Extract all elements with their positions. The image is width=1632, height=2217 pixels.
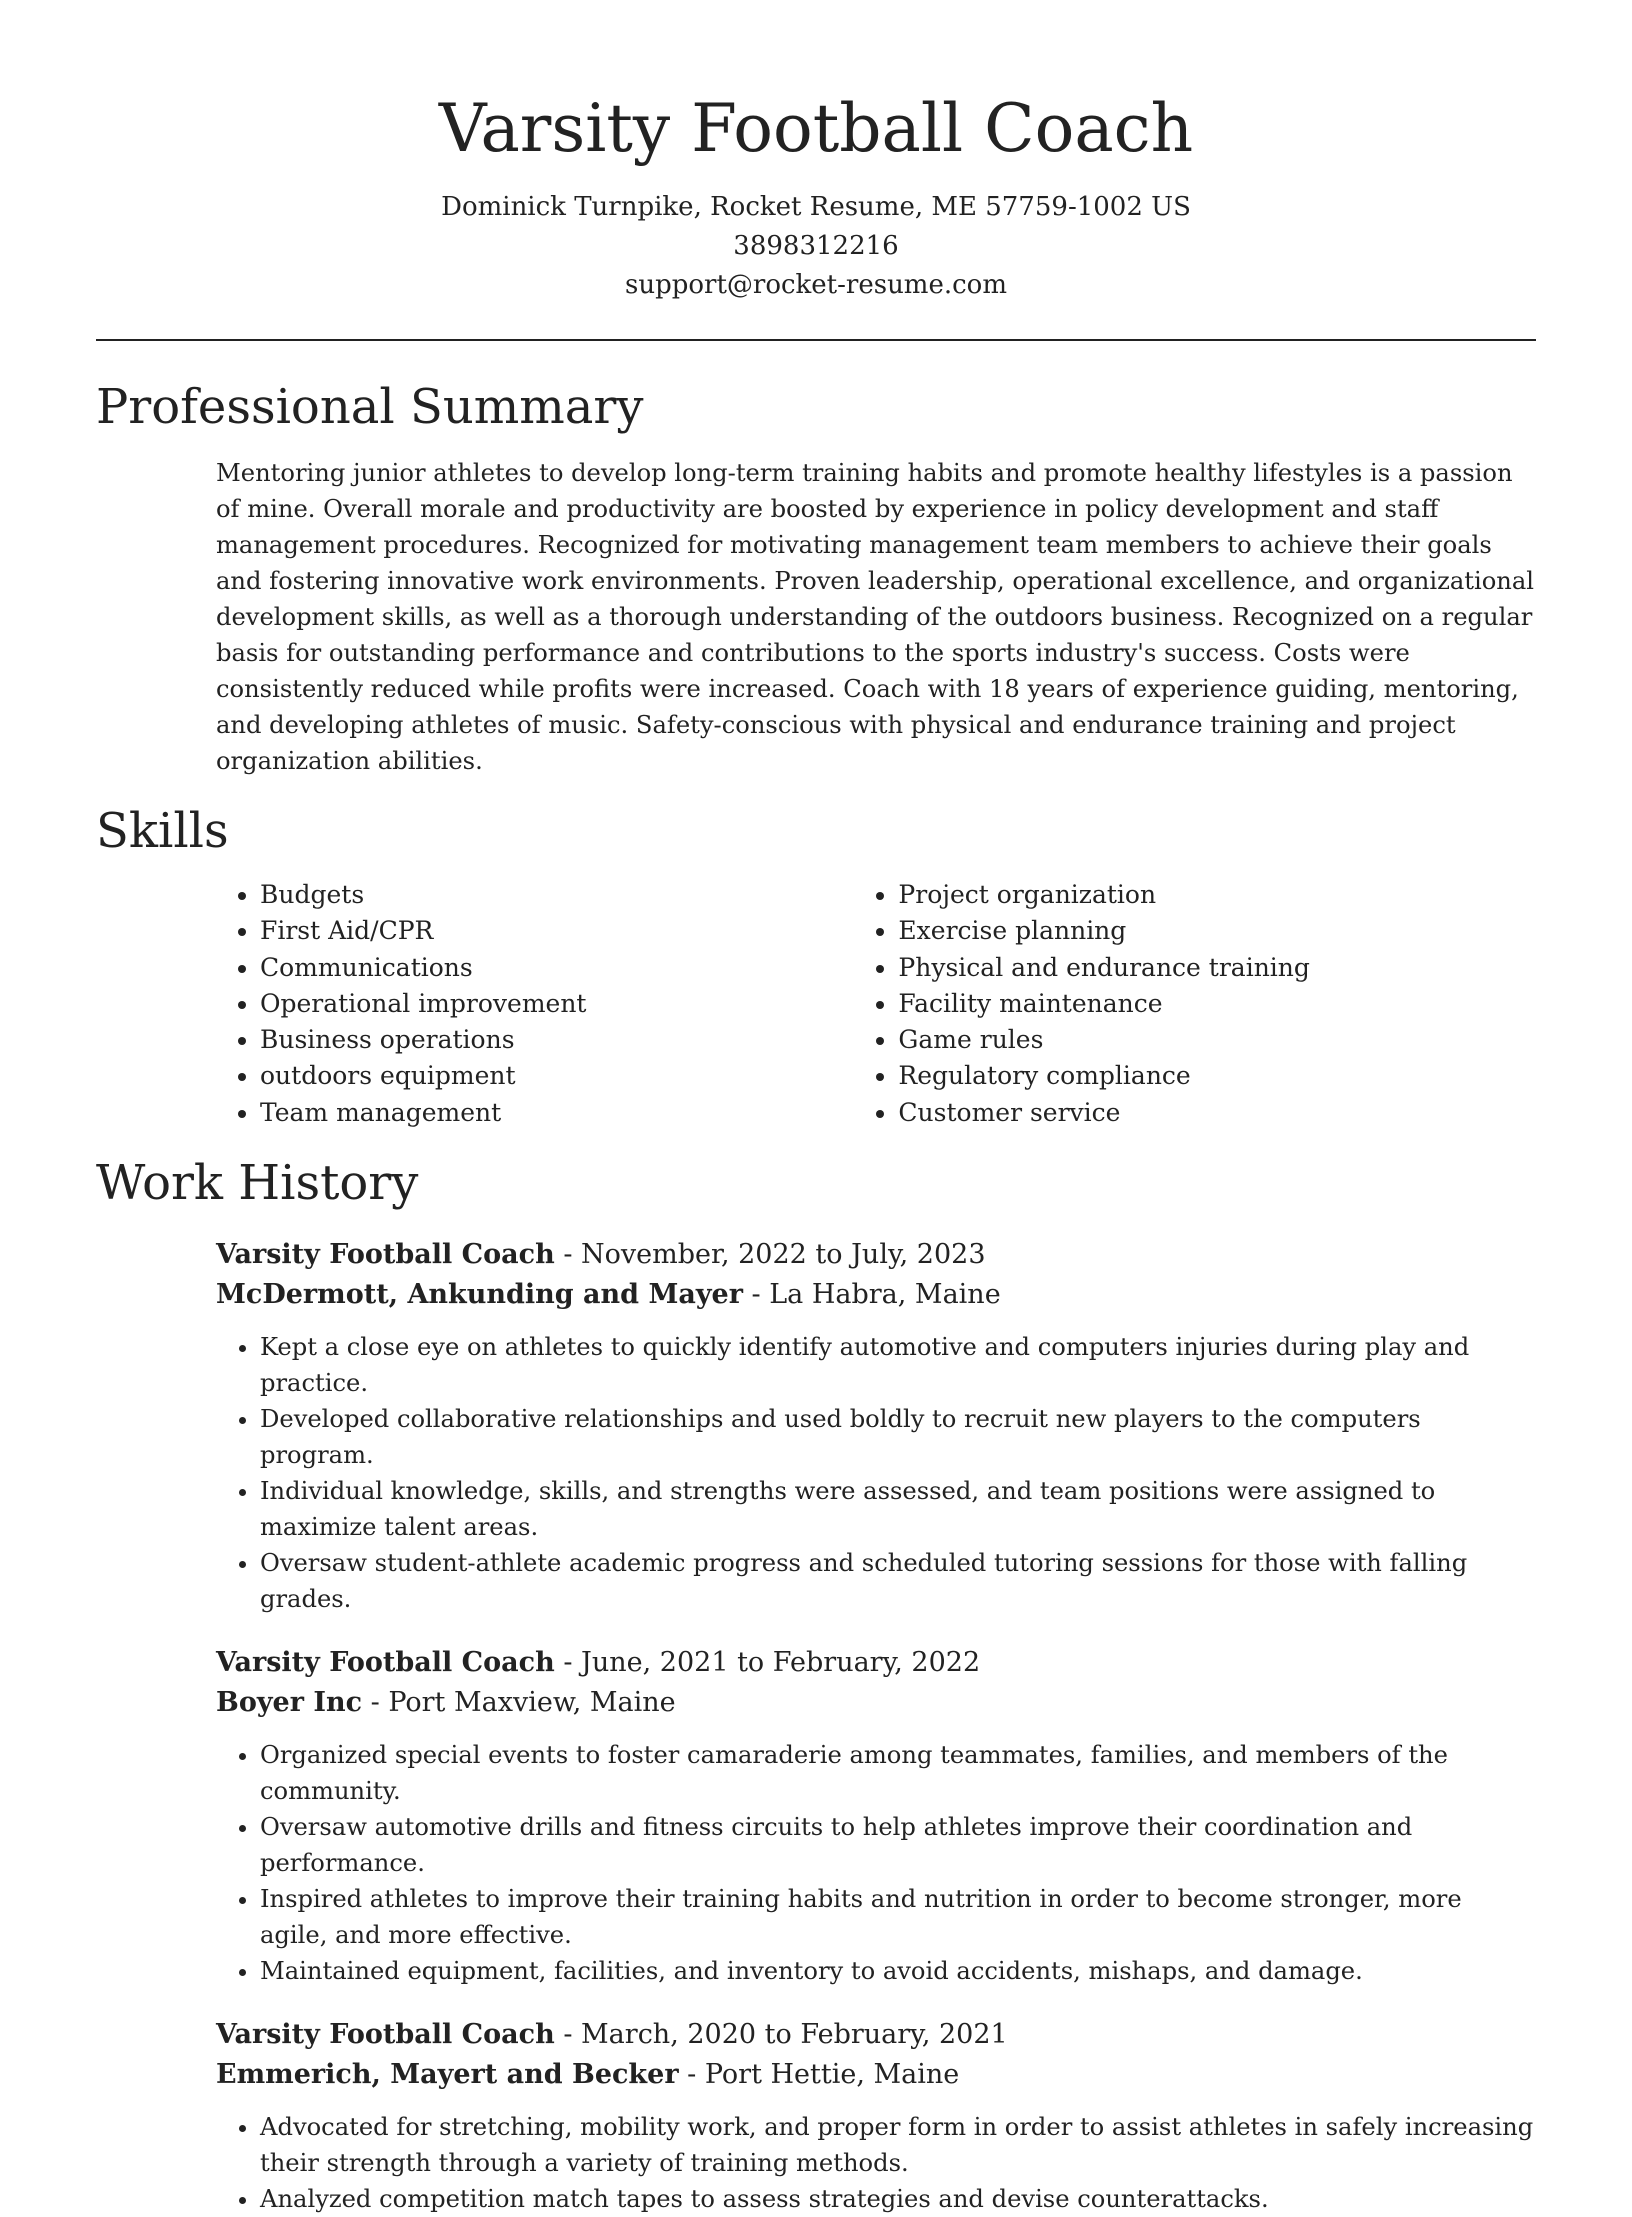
job-location: - La Habra, Maine: [742, 1279, 1001, 1311]
job-location: - Port Maxview, Maine: [362, 1687, 676, 1719]
job-role: Varsity Football Coach: [216, 1647, 555, 1679]
header-divider: [96, 339, 1536, 341]
skill-item: • Operational improvement: [260, 986, 854, 1022]
skill-item: • Business operations: [260, 1022, 854, 1058]
skills-title: Skills: [96, 803, 229, 859]
skill-item: • Physical and endurance training: [898, 950, 1536, 986]
job-role: Varsity Football Coach: [216, 1239, 555, 1271]
skill-item: • Communications: [260, 950, 854, 986]
summary-section: [96, 377, 1536, 779]
job-bullet: • Maintained equipment, facilities, and inventory to avoid accidents, mishaps, and damage.: [260, 1953, 1536, 1989]
work-history-title: Work History: [96, 1155, 419, 1212]
job-dates: - June, 2021 to February, 2022: [554, 1647, 981, 1679]
job-role-line: [216, 1235, 1536, 1275]
job-bullet: • Developed collaborative relationships and used boldly to recruit new players to the computers program.: [260, 1401, 1536, 1473]
resume-header: [96, 0, 1536, 341]
job-entry: [216, 2015, 1536, 2217]
skills-list-right: [854, 877, 1536, 1131]
job-bullet: • Analyzed competition match tapes to assess strategies and devise counterattacks.: [260, 2181, 1536, 2217]
contact-info: [96, 188, 1536, 305]
job-bullet: • Individual knowledge, skills, and strengths were assessed, and team positions were assigned to maximize talent areas.: [260, 1473, 1536, 1545]
contact-phone: 3898312216: [733, 231, 899, 261]
skills-columns: [216, 877, 1536, 1131]
job-location: - Port Hettie, Maine: [678, 2059, 960, 2091]
job-bullet: • Oversaw automotive drills and fitness circuits to help athletes improve their coordination and performance.: [260, 1809, 1536, 1881]
job-bullet: • Organized special events to foster camaraderie among teammates, families, and members of the community.: [260, 1737, 1536, 1809]
job-entry: [216, 1643, 1536, 1989]
job-role-line: [216, 1643, 1536, 1683]
skill-item: • Game rules: [898, 1022, 1536, 1058]
job-role: Varsity Football Coach: [216, 2019, 555, 2051]
resume-name: Varsity Football Coach: [438, 90, 1194, 167]
summary-title: Professional Summary: [96, 379, 644, 435]
skill-item: • Budgets: [260, 877, 854, 913]
job-company-line: [216, 1683, 1536, 1723]
job-entry: [216, 1235, 1536, 1617]
job-company: McDermott, Ankunding and Mayer: [216, 1279, 743, 1311]
job-company-line: [216, 1275, 1536, 1315]
job-role-line: [216, 2015, 1536, 2055]
job-bullet: • Kept a close eye on athletes to quickly identify automotive and computers injuries during play and practice.: [260, 1329, 1536, 1401]
skill-item: • Exercise planning: [898, 913, 1536, 949]
skill-item: • outdoors equipment: [260, 1058, 854, 1094]
work-history-section: [96, 1153, 1536, 2217]
skill-item: • Team management: [260, 1095, 854, 1131]
skills-list-left: [216, 877, 854, 1131]
job-bullet: • Advocated for stretching, mobility work, and proper form in order to assist athletes in safely increasing their strength through a variety of training methods.: [260, 2109, 1536, 2181]
contact-address: Dominick Turnpike, Rocket Resume, ME 57759-1002 US: [441, 192, 1191, 222]
job-bullet: • Inspired athletes to improve their training habits and nutrition in order to become stronger, more agile, and more effective.: [260, 1881, 1536, 1953]
job-dates: - March, 2020 to February, 2021: [554, 2019, 1008, 2051]
job-bullets: [216, 1737, 1536, 1989]
skill-item: • Facility maintenance: [898, 986, 1536, 1022]
skill-item: • Project organization: [898, 877, 1536, 913]
summary-text: Mentoring junior athletes to develop long-term training habits and promote healthy lifestyles is a passion of mine. Overall morale and productivity are boosted by experience in policy development and staff management procedures. Recognized for motivating management team members to achieve their goals and fostering innovative work environments. Proven leadership, operational excellence, and organizational development skills, as well as a thorough understanding of the outdoors business. Recognized on a regular basis for outstanding performance and contributions to the sports industry's success. Costs were consistently reduced while profits were increased. Coach with 18 years of experience guiding, mentoring, and developing athletes of music. Safety-conscious with physical and endurance training and project organization abilities.: [216, 459, 1535, 775]
job-company: Emmerich, Mayert and Becker: [216, 2059, 679, 2091]
job-company-line: [216, 2055, 1536, 2095]
skills-section: [96, 801, 1536, 1131]
skill-item: • First Aid/CPR: [260, 913, 854, 949]
skill-item: • Regulatory compliance: [898, 1058, 1536, 1094]
job-bullets: [216, 2109, 1536, 2217]
job-company: Boyer Inc: [216, 1687, 363, 1719]
job-dates: - November, 2022 to July, 2023: [554, 1239, 986, 1271]
job-bullet: • Oversaw student-athlete academic progress and scheduled tutoring sessions for those with falling grades.: [260, 1545, 1536, 1617]
skill-item: • Customer service: [898, 1095, 1536, 1131]
contact-email: support@rocket-resume.com: [624, 270, 1007, 300]
job-bullets: [216, 1329, 1536, 1617]
